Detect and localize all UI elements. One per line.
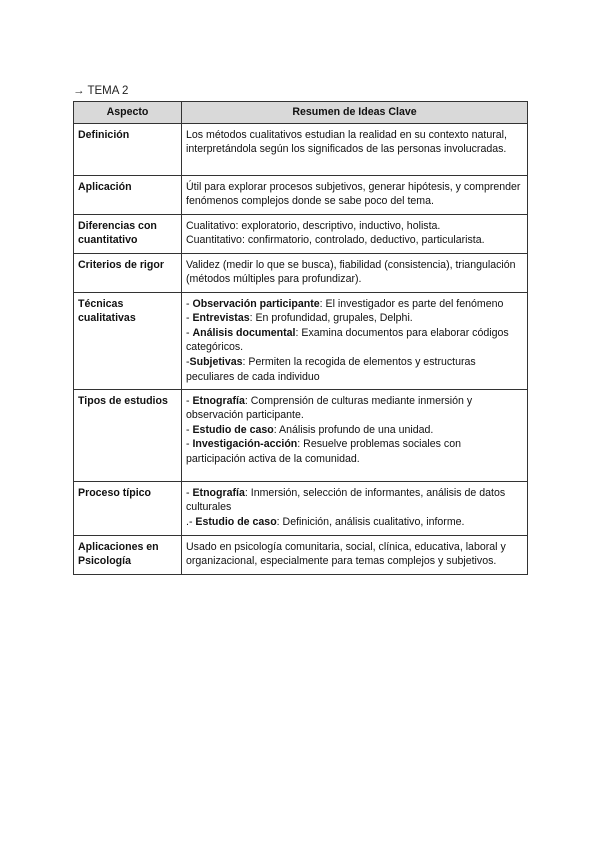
table-row-definicion — [74, 123, 528, 175]
summary-cell — [182, 214, 528, 253]
aspect-cell: Aplicaciones en Psicología — [74, 535, 182, 574]
table-header-row — [74, 102, 528, 124]
section-heading: → TEMA 2 — [73, 85, 129, 97]
item-term: Investigación-acción — [192, 438, 298, 451]
item-text: : Resuelve problemas sociales con participación activa de la comunidad. — [186, 438, 461, 465]
column-header-aspect: Aspecto — [74, 102, 182, 124]
list-item — [186, 486, 523, 515]
list-item — [186, 326, 523, 355]
table-row-proceso — [74, 481, 528, 535]
list-item — [186, 297, 523, 312]
aspect-cell: Criterios de rigor — [74, 253, 182, 292]
table-row-diferencias — [74, 214, 528, 253]
aspect-cell: Tipos de estudios — [74, 389, 182, 481]
item-term: Etnografía — [192, 486, 245, 499]
summary-cell: Los métodos cualitativos estudian la realidad en su contexto natural, interpretándola según los significados de las personas involucradas. — [182, 123, 528, 175]
item-text: : El investigador es parte del fenómeno — [319, 297, 504, 310]
table-row-tipos — [74, 389, 528, 481]
summary-cell — [182, 481, 528, 535]
item-term: Estudio de caso — [195, 515, 277, 528]
item-term: Etnografía — [192, 394, 245, 407]
item-prefix: - — [186, 438, 193, 451]
item-text: : Comprensión de culturas mediante inmersión y observación participante. — [186, 394, 473, 422]
aspect-cell: Diferencias con cuantitativo — [74, 214, 182, 253]
summary-cell — [182, 292, 528, 389]
list-item — [186, 355, 523, 384]
summary-cell: Validez (medir lo que se busca), fiabilidad (consistencia), triangulación (métodos múltiples para profundizar). — [182, 253, 528, 292]
item-term: Análisis documental — [192, 326, 296, 339]
item-text: : Definición, análisis cualitativo, informe. — [276, 515, 465, 528]
item-prefix: - — [186, 297, 193, 310]
aspect-cell: Definición — [74, 123, 182, 175]
summary-cell: Usado en psicología comunitaria, social, clínica, educativa, laboral y organizacional, especialmente para temas complejos y subjetivos. — [182, 535, 528, 574]
item-prefix: - — [186, 486, 193, 499]
summary-line: Cualitativo: exploratorio, descriptivo, inductivo, holista. — [186, 219, 441, 232]
summary-cell: Útil para explorar procesos subjetivos, generar hipótesis, y comprender fenómenos complejos donde se sabe poco del tema. — [182, 175, 528, 214]
list-item — [186, 515, 523, 530]
column-header-summary: Resumen de Ideas Clave — [182, 102, 528, 124]
item-text: : En profundidad, grupales, Delphi. — [249, 312, 413, 325]
item-prefix: - — [186, 423, 193, 436]
item-term: Observación participante — [192, 297, 320, 310]
item-text: : Examina documentos para elaborar códigos categóricos. — [186, 326, 509, 354]
item-term: Estudio de caso — [192, 423, 274, 436]
item-prefix: - — [186, 312, 193, 325]
item-prefix: - — [186, 355, 190, 368]
table-row-aplicaciones — [74, 535, 528, 574]
list-item — [186, 423, 523, 438]
item-text: : Inmersión, selección de informantes, análisis de datos culturales — [186, 486, 506, 514]
item-term: Subjetivas — [189, 355, 243, 368]
item-prefix: - — [186, 394, 193, 407]
list-item — [186, 394, 523, 423]
table-row-aplicacion — [74, 175, 528, 214]
summary-cell — [182, 389, 528, 481]
item-text: : Análisis profundo de una unidad. — [273, 423, 434, 436]
table-row-tecnicas — [74, 292, 528, 389]
item-prefix: .- — [186, 515, 196, 528]
list-item — [186, 311, 523, 326]
aspect-cell: Aplicación — [74, 175, 182, 214]
aspect-cell: Técnicas cualitativas — [74, 292, 182, 389]
item-text: : Permiten la recogida de elementos y estructuras peculiares de cada individuo — [186, 355, 476, 383]
summary-line: Cuantitativo: confirmatorio, controlado, deductivo, particularista. — [186, 234, 485, 247]
aspect-cell: Proceso típico — [74, 481, 182, 535]
summary-table — [73, 101, 528, 575]
item-prefix: - — [186, 326, 193, 339]
list-item — [186, 437, 523, 466]
table-row-criterios — [74, 253, 528, 292]
item-term: Entrevistas — [192, 312, 250, 325]
